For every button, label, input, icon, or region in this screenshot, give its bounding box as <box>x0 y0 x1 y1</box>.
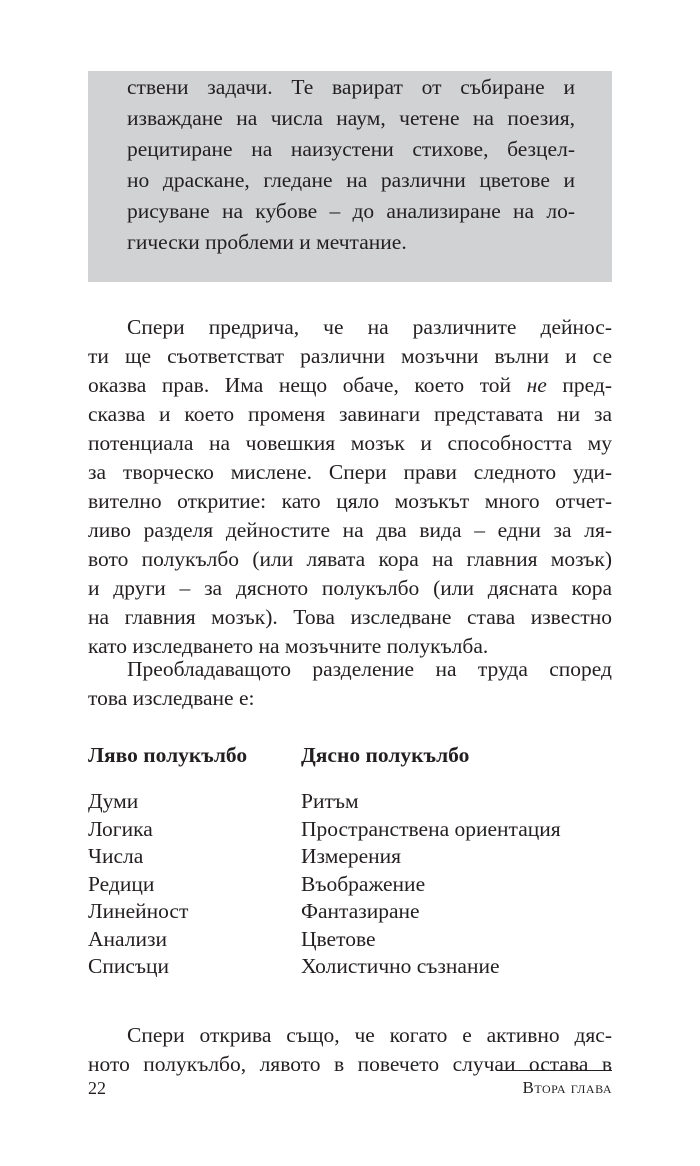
table-cell-left: Думи <box>88 789 139 813</box>
table-cell-left: Анализи <box>88 926 167 951</box>
text-line: като изследването на мозъчните полукълба. <box>88 634 489 658</box>
text-line: ствени задачи. Те варират от събиране и <box>127 75 575 99</box>
paragraph-2 <box>88 655 612 713</box>
text-line: рисуване на кубове – до анализиране на ло- <box>127 199 575 223</box>
text-line: и други – за дясното полукълбо (или дясната кора <box>88 576 612 600</box>
text-line: потенциала на човешкия мозък и способността му <box>88 431 612 455</box>
chapter-title: Втора глава <box>522 1078 612 1097</box>
table-cell-right: Пространствена ориентация <box>301 816 561 841</box>
text-line: Спери предрича, че на различните дейнос- <box>127 315 612 339</box>
footer-divider <box>497 1070 612 1071</box>
text-line: изваждане на числа наум, четене на поезия, <box>127 106 575 130</box>
text-line: Преобладаващото разделение на труда според <box>127 657 612 681</box>
text-line: това изследване е: <box>88 686 255 710</box>
text-line: вото полукълбо (или лявата кора на главния мозък) <box>88 547 612 571</box>
table-cell-right: Цветове <box>301 926 376 951</box>
table-row <box>88 816 612 844</box>
table-row <box>88 898 612 926</box>
text-line: вително откритие: като цяло мозъкът много отчет- <box>88 489 612 513</box>
table-row <box>88 843 612 871</box>
emphasis-text: не <box>526 373 547 397</box>
text-line: но драскане, гледане на различни цветове и <box>127 168 575 192</box>
table-cell-left: Числа <box>88 844 144 868</box>
text-line: ти ще съответстват различни мозъчни вълни и се <box>88 344 612 368</box>
table-cell-right: Ритъм <box>301 789 359 813</box>
hemisphere-table <box>88 739 612 981</box>
table-header-left: Ляво полукълбо <box>88 743 248 767</box>
text-line <box>88 371 612 400</box>
table-cell-left: Редици <box>88 871 155 896</box>
text-line: Спери открива също, че когато е активно дяс- <box>127 1023 612 1047</box>
sidebar-box-text <box>127 72 575 258</box>
table-cell-right: Фантазиране <box>301 899 420 923</box>
text-segment: пред- <box>546 373 612 397</box>
text-line: сказва и което променя завинаги представата ни за <box>88 402 612 426</box>
text-line: ливо разделя дейностите на два вида – едни за ля- <box>88 518 612 542</box>
table-row <box>88 871 612 899</box>
text-segment: оказва прав. Има нещо обаче, което той <box>88 373 527 397</box>
table-cell-left: Логика <box>88 816 153 841</box>
text-line: ното полукълбо, лявото в повечето случаи остава в <box>88 1052 612 1076</box>
text-line: гически проблеми и мечтание. <box>127 230 407 254</box>
page-number: 22 <box>88 1078 106 1098</box>
paragraph-1 <box>88 313 612 661</box>
table-header-right: Дясно полукълбо <box>301 743 470 767</box>
table-row <box>88 953 612 981</box>
table-cell-right: Измерения <box>301 844 402 868</box>
table-cell-right: Холистично съзнание <box>301 954 500 978</box>
text-line: за творческо мислене. Спери прави следното уди- <box>88 460 612 484</box>
table-cell-left: Списъци <box>88 954 170 978</box>
text-line: на главния мозък). Това изследване става известно <box>88 605 612 629</box>
table-body <box>88 788 612 981</box>
table-row <box>88 788 612 816</box>
table-cell-left: Линейност <box>88 899 189 923</box>
table-cell-right: Въображение <box>301 871 426 896</box>
table-row <box>88 926 612 954</box>
text-line: рецитиране на наизустени стихове, безцел- <box>127 137 575 161</box>
table-header-row <box>88 739 612 771</box>
